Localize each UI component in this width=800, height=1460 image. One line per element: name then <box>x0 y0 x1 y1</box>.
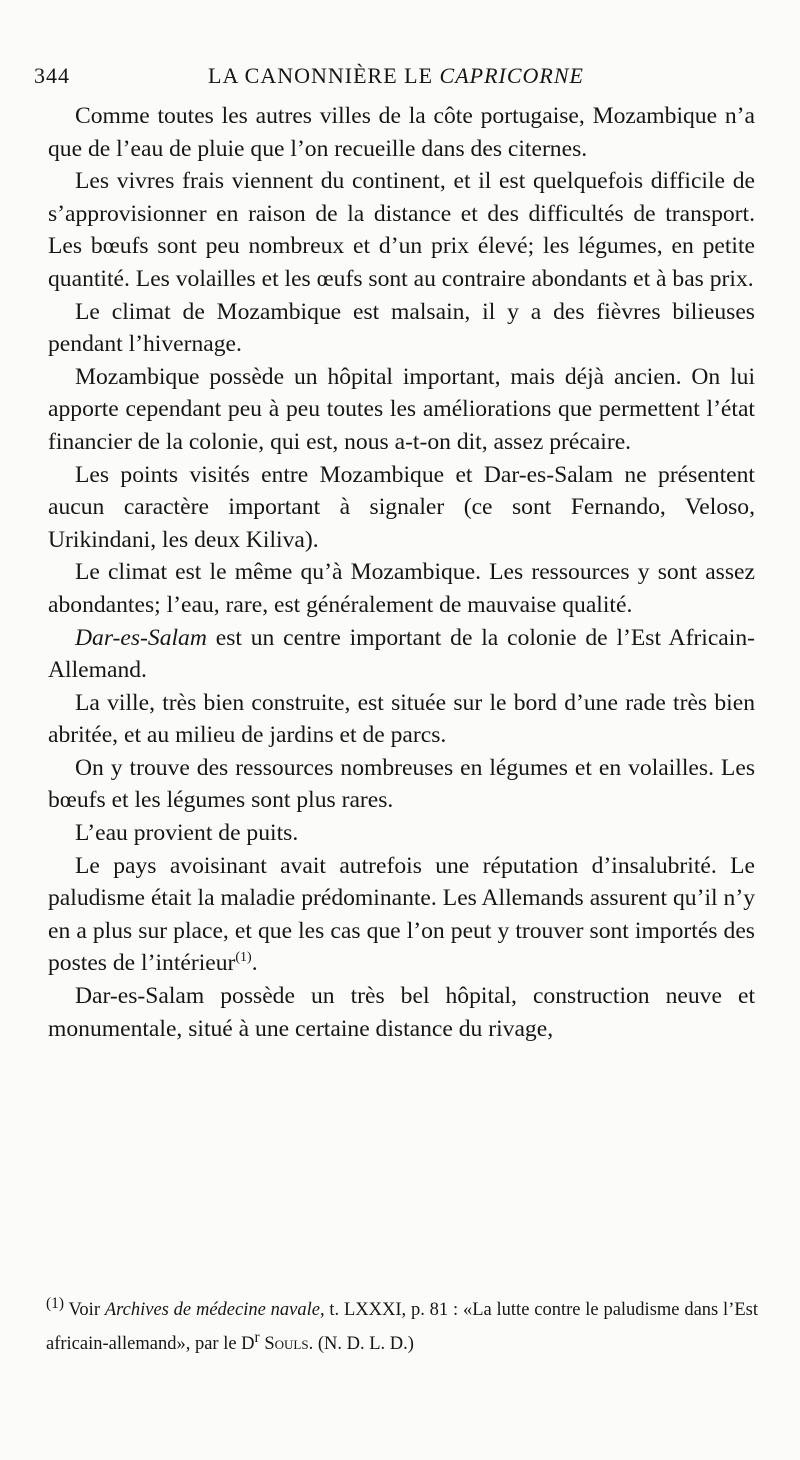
paragraph-with-footnote <box>48 850 755 980</box>
running-title <box>94 63 758 89</box>
footnote-marker: (1) <box>46 1295 64 1312</box>
italic-lead: Dar-es-Salam <box>75 624 207 651</box>
paragraph: On y trouve des ressources nombreuses en légumes et en volailles. Les bœufs et les légumes sont plus rares. <box>48 754 755 814</box>
running-header <box>34 60 758 92</box>
paragraph-rest: est un centre important de la colonie de l’Est Africain-Allemand. <box>48 624 755 684</box>
doctor-superscript: r <box>254 1329 260 1347</box>
journal-title: Archives de médecine navale <box>104 1300 320 1321</box>
footnote-text <box>46 1290 758 1358</box>
footnote-lead: Voir <box>63 1300 105 1321</box>
paragraph: Le climat de Mozambique est malsain, il y a des fièvres bilieuses pendant l’hivernage. <box>48 298 755 358</box>
paragraph: L’eau provient de puits. <box>75 820 299 847</box>
paragraph: Les points visités entre Mozambique et Dar-es-Salam ne présentent aucun caractère important à signaler (ce sont Fernando, Veloso, Urikindani, les deux Kiliva). <box>48 461 755 553</box>
footnote-ref: , t. LXXXI, p. 81 : «La lutte contre le paludisme dans l’Est africain-allemand», par le D <box>46 1300 758 1355</box>
paragraph-text: Le pays avoisinant avait autrefois une réputation d’insalubrité. Le paludisme était la maladie prédominante. Les Allemands assurent qu’il n’y en a plus sur place, et que les cas que l’on peut y trouver sont importés des postes de l’intérieur <box>48 852 755 977</box>
paragraph: Mozambique possède un hôpital important, mais déjà ancien. On lui apporte cependant peu à peu toutes les améliorations que permettent l’état financier de la colonie, qui est, nous a-t-on dit, assez précaire. <box>48 363 755 455</box>
footnote <box>46 1290 758 1358</box>
paragraph: Comme toutes les autres villes de la côte portugaise, Mozambique n’a que de l’eau de pluie que l’on recueille dans des citernes. <box>48 103 755 162</box>
paragraph-end: . <box>251 950 258 977</box>
paragraph: Le climat est le même qu’à Mozambique. Les ressources y sont assez abondantes; l’eau, rare, est généralement de mauvaise qualité. <box>48 559 755 618</box>
footnote-tail: . (N. D. L. D.) <box>308 1334 414 1355</box>
footnote-reference: (1) <box>235 950 252 966</box>
paragraph-dar-es-salam <box>48 622 755 687</box>
running-title-prefix: LA CANONNIÈRE LE <box>208 63 440 88</box>
paragraph: Les vivres frais viennent du continent, et il est quelquefois difficile de s’approvisionner en raison de la distance et des difficultés de transport. Les bœufs sont peu nombreux et d’un prix élevé; les légumes, en petite quantité. Les volailles et les œufs sont au contraire abondants et à bas prix. <box>48 168 755 292</box>
running-title-italic: CAPRICORNE <box>439 63 584 88</box>
paragraph: Dar-es-Salam possède un très bel hôpital, construction neuve et monumentale, situé à une certaine distance du rivage, <box>48 983 755 1042</box>
footnote-author: Souls <box>259 1334 309 1355</box>
body-text <box>48 100 755 1045</box>
paragraph: La ville, très bien construite, est située sur le bord d’une rade très bien abritée, et au milieu de jardins et de parcs. <box>48 689 755 749</box>
page-number: 344 <box>34 63 70 88</box>
